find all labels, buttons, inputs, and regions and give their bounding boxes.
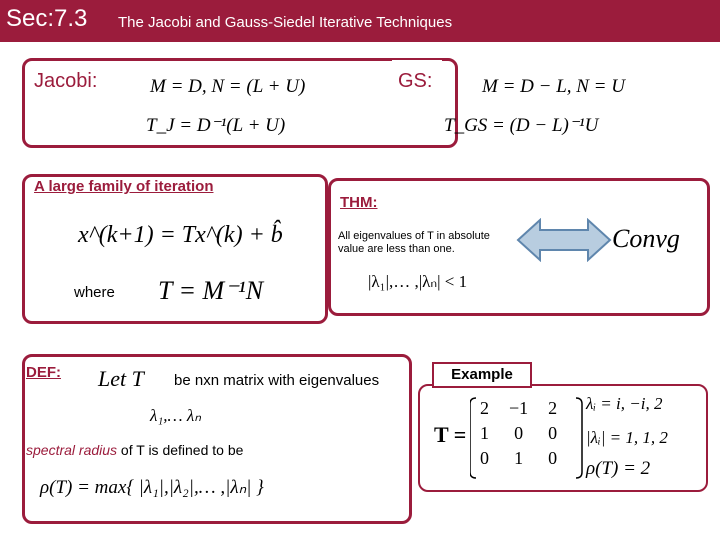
matrix-cell: 1: [480, 423, 489, 443]
matrix-label: T =: [434, 422, 467, 447]
def-label: DEF:: [26, 364, 61, 381]
title-bar: [0, 0, 720, 42]
equivalence-arrow: [516, 218, 612, 262]
example-eigs: λᵢ = i, −i, 2: [586, 394, 663, 413]
slide-title: The Jacobi and Gauss-Siedel Iterative Techniques: [118, 14, 453, 31]
double-arrow-icon: [516, 218, 612, 262]
def-let: Let T: [98, 366, 144, 391]
gs-eq2: T_GS = (D − L)⁻¹U: [444, 115, 599, 136]
matrix-cell: 0: [480, 448, 489, 468]
example-label: Example: [451, 366, 513, 383]
matrix-cell: 2: [548, 398, 558, 418]
family-eq2: T = M⁻¹N: [158, 276, 264, 305]
matrix-cell: 1: [514, 448, 524, 468]
example-abs-eigs: |λᵢ| = 1, 1, 2: [586, 428, 668, 447]
matrix-row: [470, 396, 567, 421]
spectral-radius-term: spectral radius: [26, 442, 118, 458]
matrix-cell: 0: [514, 423, 524, 443]
family-label: A large family of iteration: [34, 178, 214, 195]
convg-label: Convg: [612, 224, 680, 253]
spectral-radius-line: [26, 442, 243, 458]
thm-label: THM:: [340, 194, 378, 211]
example-rho: ρ(T) = 2: [586, 458, 651, 479]
section-number: Sec:7.3: [6, 5, 88, 32]
def-eigs: λ₁,… λₙ: [150, 406, 202, 425]
where-label: where: [74, 284, 115, 301]
def-text: be nxn matrix with eigenvalues: [174, 372, 380, 389]
matrix-cell: −1: [509, 398, 529, 418]
jacobi-eq2: T_J = D⁻¹(L + U): [146, 115, 286, 136]
thm-text: All eigenvalues of T in absolute value are less than one.: [338, 230, 490, 255]
family-eq: x^(k+1) = Tx^(k) + b̂: [78, 222, 283, 248]
jacobi-eq1: M = D, N = (L + U): [150, 76, 306, 97]
thm-eq: |λ₁|,… ,|λₙ| < 1: [368, 272, 468, 291]
gs-eq1: M = D − L, N = U: [482, 76, 625, 97]
matrix-row: [470, 421, 567, 446]
spectral-radius-rest: of T is defined to be: [117, 442, 244, 458]
matrix-cell: 2: [480, 398, 489, 418]
matrix-cell: 0: [548, 448, 558, 468]
jacobi-label: Jacobi:: [34, 70, 98, 92]
matrix-cell: 0: [548, 423, 558, 443]
matrix-row: [470, 446, 567, 471]
gs-label: GS:: [398, 70, 433, 92]
example-matrix: [470, 396, 567, 471]
def-eq: ρ(T) = max{ |λ₁|,|λ₂|,… ,|λₙ| }: [40, 477, 264, 498]
example-label-box: [432, 362, 532, 388]
